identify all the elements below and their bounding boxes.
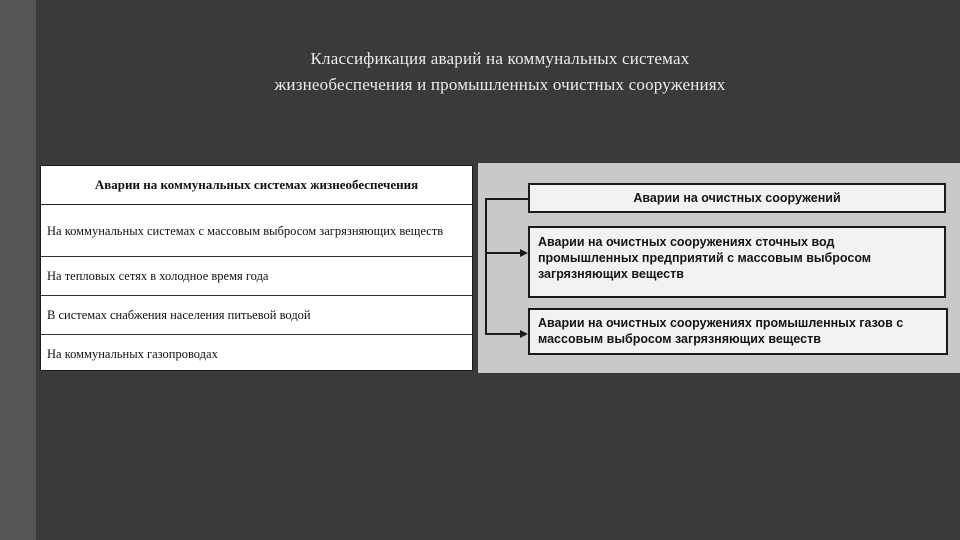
table-row bbox=[41, 257, 472, 296]
table-row bbox=[41, 296, 472, 335]
table-row-text: В системах снабжения населения питьевой водой bbox=[47, 308, 311, 322]
diagram-child-box-gases: Аварии на очистных сооружениях промышленных газов с массовым выбросом загрязняющих веществ bbox=[528, 308, 948, 355]
table-row bbox=[41, 205, 472, 257]
slide-title-line-1: Классификация аварий на коммунальных системах bbox=[310, 49, 690, 68]
table-row-text: На коммунальных газопроводах bbox=[47, 346, 218, 361]
slide-title-line-2: жизнеобеспечения и промышленных очистных сооружениях bbox=[274, 75, 726, 94]
slide-title bbox=[140, 46, 860, 98]
treatment-facilities-diagram bbox=[478, 163, 960, 373]
table-row-text: На тепловых сетях в холодное время года bbox=[47, 269, 269, 283]
table-row bbox=[41, 335, 472, 372]
diagram-child-box-wastewater: Аварии на очистных сооружениях сточных вод промышленных предприятий с массовым выбросом загрязняющих веществ bbox=[528, 226, 946, 298]
left-side-strip bbox=[0, 0, 36, 540]
arrow-head-icon bbox=[520, 330, 528, 338]
arrow-head-icon bbox=[520, 249, 528, 257]
communal-accidents-table-header: Аварии на коммунальных системах жизнеобеспечения bbox=[41, 166, 472, 205]
communal-accidents-table bbox=[40, 165, 473, 371]
diagram-root-box: Аварии на очистных сооружений bbox=[528, 183, 946, 213]
table-row-text: На коммунальных системах с массовым выбросом загрязняющих веществ bbox=[47, 223, 444, 238]
